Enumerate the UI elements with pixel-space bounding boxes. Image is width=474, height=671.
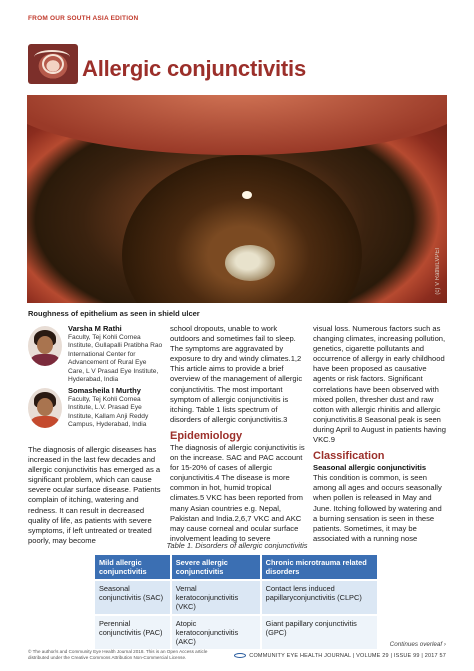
journal-eye-icon bbox=[234, 653, 246, 658]
table-header-cell: Chronic microtrauma related disorders bbox=[261, 555, 378, 580]
disorders-table bbox=[95, 555, 379, 651]
table-cell: Atopic keratoconjunctivitis (AKC) bbox=[171, 615, 261, 650]
table-header-row bbox=[95, 555, 378, 580]
table-cell: Perennial conjunctivitis (PAC) bbox=[95, 615, 171, 650]
eyelid-shape bbox=[27, 95, 447, 155]
author-card bbox=[28, 324, 161, 382]
author-name: Varsha M Rathi bbox=[68, 324, 122, 333]
section-heading-classification: Classification bbox=[313, 450, 385, 463]
license-note: © The author/s and Community Eye Health Journal 2018. This is an Open Access article distributed under the Creative Commons Attribution Non-Commercial License. bbox=[28, 649, 208, 660]
table-header-cell: Mild allergic conjunctivitis bbox=[95, 555, 171, 580]
table-header-cell: Severe allergic conjunctivitis bbox=[171, 555, 261, 580]
body-paragraph: school dropouts, unable to work outdoors and sometimes fail to sleep. The symptoms are aggravated by exposure to dry and windy climates.1,2 This article aims to provide a brief overview of the management of allergic conjunctivitis. The most important symptom of allergic conjunctivitis is itching. Table 1 lists spectrum of disorders of allergic conjunctivitis.3 bbox=[170, 324, 303, 424]
photo-credit: (c) V Rathi/LVPEI bbox=[435, 248, 441, 295]
author-affiliation: Faculty, Tej Kohli Cornea Institute, L.V. Prasad Eye Institute, Kallam Anji Reddy Campus, Hyderabad, India bbox=[68, 396, 149, 429]
column-1 bbox=[28, 324, 161, 546]
column-2 bbox=[170, 324, 306, 544]
table-cell: Contact lens induced papillaryconjunctivitis (CLPC) bbox=[261, 580, 378, 615]
table-caption: Table 1. Disorders of allergic conjunctivitis bbox=[166, 541, 308, 550]
author-avatar bbox=[28, 326, 62, 366]
article-title: Allergic conjunctivitis bbox=[82, 56, 307, 81]
column-3 bbox=[313, 324, 448, 544]
avatar-body bbox=[30, 354, 60, 366]
table-cell: Seasonal conjunctivitis (SAC) bbox=[95, 580, 171, 615]
table-cell: Giant papillary conjunctivitis (GPC) bbox=[261, 615, 378, 650]
table-cell: Vernal keratoconjunctivitis (VKC) bbox=[171, 580, 261, 615]
intro-paragraph: The diagnosis of allergic diseases has increased in the last few decades and allergic conjunctivitis has emerged as a significant problem, which can cause severe ocular surface disease. Patients complain of itching, watering and redness. It can result in decreased quality of life, as patients with severe symptoms, if left untreated or treated poorly, may become bbox=[28, 445, 161, 545]
iris-shape bbox=[42, 54, 64, 74]
body-paragraph: This condition is common, is seen among all ages and occurs seasonally when pollen is released in May and June. Itching followed by watering and a burning sensation is seen in these patients. Sometimes, it may be associated with a running nose bbox=[313, 473, 442, 543]
body-paragraph: visual loss. Numerous factors such as changing climates, increasing pollution, genetics, cigarette pollutants and occurrence of allergy in early childhood have been proposed as causative agents or risk factors. Significant correlations have been observed with mixed pollen, thresher dust and raw cotton with allergic rhinitis and allergic conjunctivitis.8 Seasonal peak is seen during April to August in patients having VKC.9 bbox=[313, 324, 446, 445]
avatar-face bbox=[37, 398, 53, 416]
figure-caption: Roughness of epithelium as seen in shield ulcer bbox=[28, 309, 200, 318]
eye-icon bbox=[28, 44, 78, 84]
journal-info: COMMUNITY EYE HEALTH JOURNAL | VOLUME 29 | ISSUE 99 | 2017 57 bbox=[249, 653, 446, 659]
author-affiliation: Faculty, Tej Kohli Cornea Institute, Gullapalli Pratibha Rao International Center for Advancement of Rural Eye Care, L V Prasad Eye Institute, Hyderabad, India bbox=[68, 334, 163, 384]
section-kicker: FROM OUR SOUTH ASIA EDITION bbox=[28, 15, 139, 22]
table-row bbox=[95, 615, 378, 650]
glare-spot bbox=[242, 191, 252, 199]
section-heading-epidemiology: Epidemiology bbox=[170, 429, 243, 442]
body-paragraph: The diagnosis of allergic conjunctivitis is on the increase. SAC and PAC account for 15-20% of cases of allergic conjunctivitis.4 The disease is more common in hot, humid tropical climates.5 VKC has been reported from many Asian countries e.g. Nepal, Pakistan and India.2,6,7 VKC and AKC may cause corneal and ocular surface involvement leading to severe bbox=[170, 442, 305, 543]
avatar-face bbox=[37, 336, 53, 354]
avatar-body bbox=[30, 416, 60, 428]
continues-link[interactable]: Continues overleaf › bbox=[389, 641, 446, 648]
subheading-seasonal: Seasonal allergic conjunctivitis bbox=[313, 463, 427, 473]
ulcer-shape bbox=[225, 245, 275, 281]
shield-ulcer-photo bbox=[27, 95, 447, 303]
author-avatar bbox=[28, 388, 62, 428]
table-row bbox=[95, 580, 378, 615]
author-card bbox=[28, 386, 161, 441]
cornea-shape bbox=[122, 155, 362, 303]
journal-footer bbox=[234, 653, 446, 659]
author-name: Somasheila I Murthy bbox=[68, 386, 141, 395]
